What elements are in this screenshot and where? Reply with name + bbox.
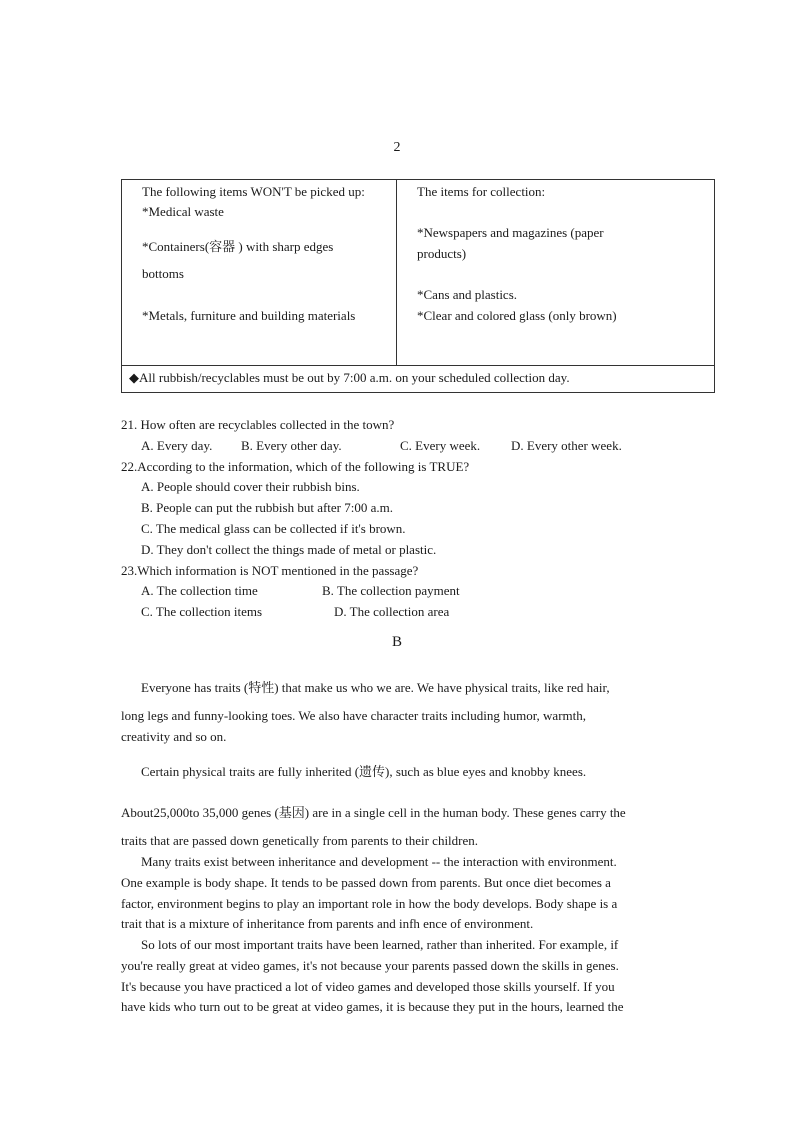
- collected-heading: The items for collection:: [417, 184, 546, 199]
- question-23-option-d: D. The collection area: [334, 604, 450, 619]
- question-23-stem: 23.Which information is NOT mentioned in the passage?: [121, 563, 419, 578]
- not-collected-item: *Metals, furniture and building materials: [142, 308, 356, 323]
- collected-item: *Clear and colored glass (only brown): [417, 308, 617, 323]
- question-23-option-c: C. The collection items: [141, 604, 263, 619]
- passage-line: So lots of our most important traits have been learned, rather than inherited. For example, if: [141, 937, 619, 952]
- not-collected-heading: The following items WON'T be picked up:: [142, 184, 365, 199]
- collected-item: products): [417, 246, 467, 261]
- passage-line: It's because you have practiced a lot of video games and developed those skills yourself. If you: [121, 979, 615, 994]
- collected-item: *Cans and plastics.: [417, 287, 518, 302]
- passage-line: Everyone has traits (特性) that make us who we are. We have physical traits, like red hair,: [141, 680, 610, 695]
- passage-line: you're really great at video games, it's not because your parents passed down the skills in genes.: [121, 958, 619, 973]
- page-number: 2: [393, 140, 401, 155]
- passage-line: creativity and so on.: [121, 729, 227, 744]
- not-collected-cell: [122, 180, 397, 366]
- passage-line: long legs and funny-looking toes. We also have character traits including humor, warmth,: [121, 708, 586, 723]
- question-22-option-a: A. People should cover their rubbish bins.: [141, 479, 360, 494]
- question-22-option-b: B. People can put the rubbish but after 7:00 a.m.: [141, 500, 394, 515]
- notice-table: [121, 179, 715, 393]
- section-b-heading: B: [391, 634, 402, 650]
- collected-cell: [397, 180, 715, 366]
- passage-line: One example is body shape. It tends to be passed down from parents. But once diet becomes a: [121, 875, 611, 890]
- not-collected-item: bottoms: [142, 266, 184, 281]
- question-21-option-a: A. Every day.: [141, 438, 213, 453]
- question-21-option-d: D. Every other week.: [511, 438, 622, 453]
- question-22-option-c: C. The medical glass can be collected if it's brown.: [141, 521, 406, 536]
- passage-line: traits that are passed down genetically from parents to their children.: [121, 833, 479, 848]
- table-footer-cell: [122, 366, 715, 393]
- not-collected-item: *Containers(容器 ) with sharp edges: [142, 239, 334, 254]
- not-collected-item: *Medical waste: [142, 204, 224, 219]
- passage-line: factor, environment begins to play an important role in how the body develops. Body shape is a: [121, 896, 618, 911]
- question-21-option-b: B. Every other day.: [241, 438, 342, 453]
- passage-line: have kids who turn out to be great at video games, it is because they put in the hours, learned the: [121, 999, 624, 1014]
- collection-deadline-note: ◆All rubbish/recyclables must be out by 7:00 a.m. on your scheduled collection day.: [129, 370, 570, 385]
- passage-line: trait that is a mixture of inheritance from parents and infh ence of environment.: [121, 916, 534, 931]
- question-22-option-d: D. They don't collect the things made of metal or plastic.: [141, 542, 437, 557]
- question-23-option-b: B. The collection payment: [322, 583, 460, 598]
- passage-line: Many traits exist between inheritance and development -- the interaction with environment.: [141, 854, 617, 869]
- collected-item: *Newspapers and magazines (paper: [417, 225, 604, 240]
- question-22-stem: 22.According to the information, which of the following is TRUE?: [121, 459, 470, 474]
- question-21-stem: 21. How often are recyclables collected in the town?: [121, 417, 395, 432]
- question-23-option-a: A. The collection time: [141, 583, 258, 598]
- question-21-option-c: C. Every week.: [400, 438, 481, 453]
- passage-line: Certain physical traits are fully inherited (遗传), such as blue eyes and knobby knees.: [141, 764, 587, 779]
- passage-line: About25,000to 35,000 genes (基因) are in a single cell in the human body. These genes carry the: [121, 805, 626, 820]
